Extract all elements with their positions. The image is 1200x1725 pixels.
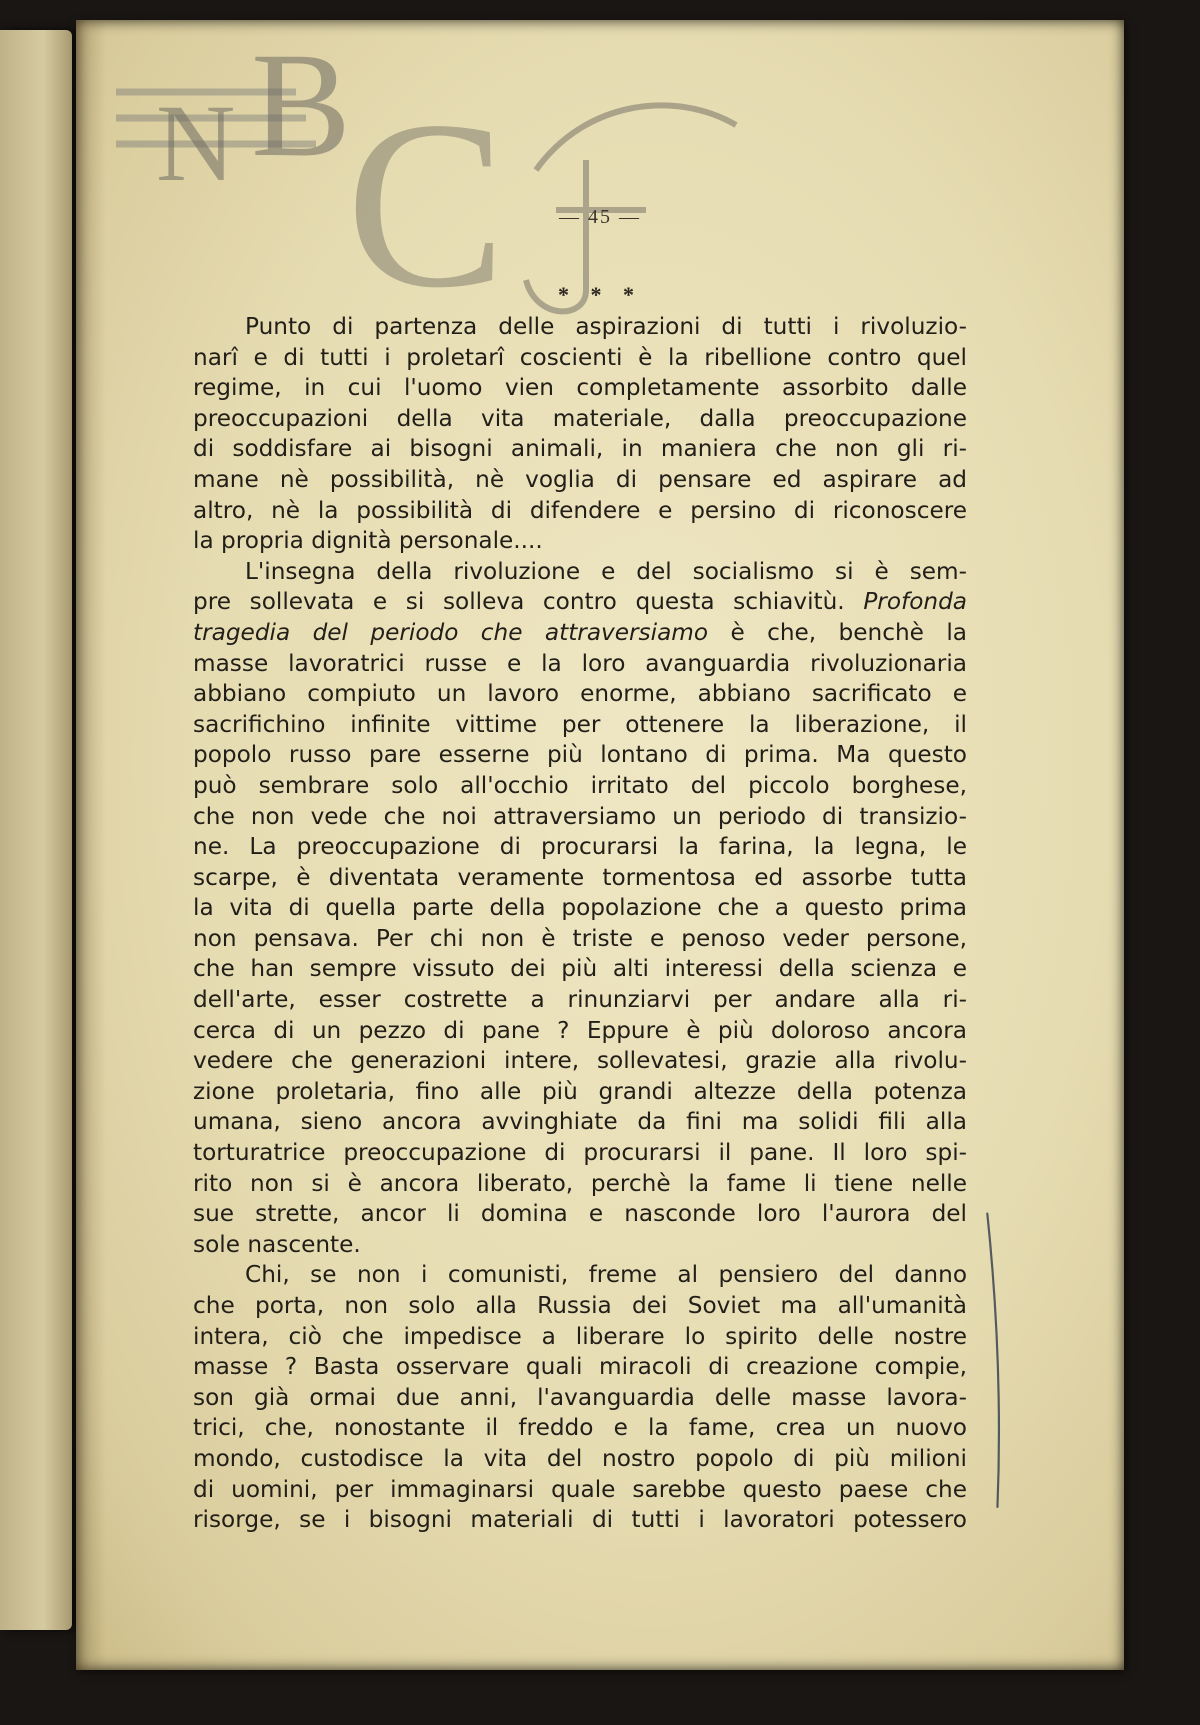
svg-text:C: C (346, 71, 507, 320)
italic-text: Profonda (863, 588, 968, 616)
text-line: abbiano compiuto un lavoro enorme, abbiano sacrificato e (193, 680, 967, 708)
text-line: intera, ciò che impedisce a liberare lo spirito delle nostre (193, 1322, 967, 1350)
left-page-edge (0, 30, 72, 1630)
text-line (193, 587, 967, 618)
text-line: masse lavoratrici russe e la loro avanguardia rivoluzionaria (193, 649, 967, 677)
text-line: Chi, se non i comunisti, freme al pensiero del danno (245, 1261, 967, 1289)
paragraph-1 (193, 312, 967, 557)
text-line (193, 618, 967, 649)
text-line: ne. La preoccupazione di procurarsi la farina, la legna, le (193, 833, 967, 861)
text-line: mondo, custodisce la vita del nostro popolo di più milioni (193, 1444, 967, 1472)
text-line: sue strette, ancor li domina e nasconde loro l'aurora del (193, 1200, 967, 1228)
text-segment: è che, benchè la (730, 618, 967, 646)
text-line: di soddisfare ai bisogni animali, in maniera che non gli ri- (193, 435, 967, 463)
text-line: scarpe, è diventata veramente tormentosa ed assorbe tutta (193, 863, 967, 891)
svg-text:N: N (156, 82, 236, 204)
text-line: che han sempre vissuto dei più alti interessi della scienza e (193, 955, 967, 983)
italic-text: tragedia del periodo che attraversiamo (193, 618, 709, 646)
page-number: — 45 — (559, 206, 641, 228)
text-line: la propria dignità personale.... (193, 527, 543, 555)
text-line: dell'arte, esser costrette a rinunziarvi per andare alla ri- (193, 986, 967, 1014)
text-line: di uomini, per immaginarsi quale sarebbe questo paese che (193, 1475, 967, 1503)
text-line: rito non si è ancora liberato, perchè la fame li tiene nelle (193, 1169, 967, 1197)
text-line: son già ormai due anni, l'avanguardia delle masse lavora- (193, 1383, 967, 1411)
text-line: mane nè possibilità, nè voglia di pensare ed aspirare ad (193, 465, 967, 493)
text-line: zione proletaria, fino alle più grandi altezze della potenza (193, 1077, 967, 1105)
text-line: Punto di partenza delle aspirazioni di tutti i rivoluzio- (245, 313, 967, 340)
text-line: masse ? Basta osservare quali miracoli di creazione compie, (193, 1353, 967, 1381)
text-line: che non vede che noi attraversiamo un periodo di transizio- (193, 802, 967, 830)
text-line: torturatrice preoccupazione di procurarsi il pane. Il loro spi- (193, 1139, 967, 1167)
text-line: popolo russo pare esserne più lontano di prima. Ma questo (193, 741, 967, 769)
text-line: la vita di quella parte della popolazione che a questo prima (193, 894, 967, 922)
text-line: altro, nè la possibilità di difendere e persino di riconoscere (193, 496, 967, 524)
svg-text:B: B (251, 30, 352, 188)
text-line: preoccupazioni della vita materiale, dalla preoccupazione (193, 404, 967, 432)
pencil-margin-mark (976, 1210, 1016, 1630)
paragraph-2 (193, 557, 967, 1261)
section-ornament: * * * (558, 282, 642, 307)
text-line: che porta, non solo alla Russia dei Soviet ma all'umanità (193, 1292, 967, 1319)
text-line: sacrifichino infinite vittime per ottenere la liberazione, il (193, 710, 967, 738)
text-line: non pensava. Per chi non è triste e penoso veder persone, (193, 924, 967, 952)
text-line: trici, che, nonostante il freddo e la fame, crea un nuovo (193, 1414, 967, 1442)
text-line: regime, in cui l'uomo vien completamente assorbito dalle (193, 374, 967, 402)
body-text (193, 312, 967, 1536)
paragraph-3 (193, 1260, 967, 1535)
text-line: sole nascente. (193, 1230, 361, 1258)
text-line: vedere che generazioni intere, sollevatesi, grazie alla rivolu- (193, 1047, 967, 1075)
text-line: L'insegna della rivoluzione e del socialismo si è sem- (245, 557, 967, 585)
text-line: risorge, se i bisogni materiali di tutti i lavoratori potessero (193, 1506, 967, 1534)
text-line: può sembrare solo all'occhio irritato del piccolo borghese, (193, 771, 967, 799)
text-line: cerca di un pezzo di pane ? Eppure è più doloroso ancora (193, 1016, 967, 1044)
text-segment: pre sollevata e si solleva contro questa schiavitù. (193, 588, 845, 616)
nbcf-watermark-logo (116, 30, 816, 320)
text-line: umana, sieno ancora avvinghiate da fini ma solidi fili alla (193, 1108, 967, 1136)
text-line: narî e di tutti i proletarî coscienti è la ribellione contro quel (193, 343, 967, 371)
